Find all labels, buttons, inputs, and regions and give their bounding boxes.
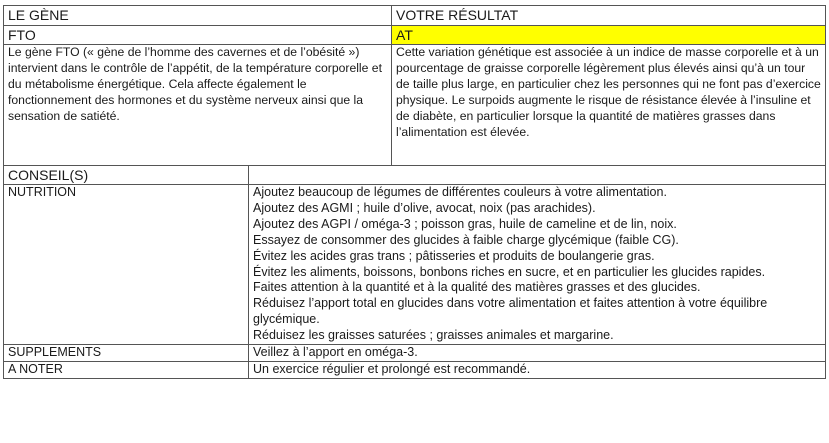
nutrition-advice-cell: [249, 185, 826, 345]
supplements-label-cell: SUPPLEMENTS: [4, 345, 249, 362]
conseils-empty-cell: [249, 166, 826, 185]
note-advice-cell: [249, 361, 826, 378]
advice-line: Réduisez les graisses saturées ; graisses animales et margarine.: [253, 328, 614, 343]
nutrition-label-cell: NUTRITION: [4, 185, 249, 345]
advice-line: Essayez de consommer des glucides à faible charge glycémique (faible CG).: [253, 232, 679, 247]
advice-line: Veillez à l’apport en oméga-3.: [253, 345, 418, 360]
advice-line: Réduisez l’apport total en glucides dans votre alimentation et faites attention à votre équilibre glycémique.: [253, 296, 768, 327]
supplements-advice-cell: [249, 345, 826, 362]
advice-line: Évitez les aliments, boissons, bonbons riches en sucre, et en particulier les glucides rapides.: [253, 264, 766, 279]
advice-line: Ajoutez des AGMI ; huile d’olive, avocat, noix (pas arachides).: [253, 200, 596, 215]
advice-line: Ajoutez des AGPI / oméga-3 ; poisson gras, huile de cameline et de lin, noix.: [253, 216, 677, 231]
result-header-cell: VOTRE RÉSULTAT: [392, 6, 826, 26]
advice-line: Un exercice régulier et prolongé est recommandé.: [253, 361, 531, 376]
result-description-cell: Cette variation génétique est associée à un indice de masse corporelle et à un pourcentage de graisse corporelle légèrement plus élevés ainsi qu’à un tour de taille plus large, en particulier chez les personnes qui ne font pas d’exercice physique. Le surpoids augmente le risque de résistance élevée à l’insuline et de diabète, en particulier lorsque la quantité de matières grasses dans l’alimentation est élevée.: [392, 45, 826, 166]
gene-header-cell: LE GÈNE: [4, 6, 392, 26]
gene-result-cell: AT: [392, 26, 826, 45]
gene-description-cell: Le gène FTO (« gène de l’homme des cavernes et de l’obésité ») intervient dans le contrôle de l’appétit, de la température corporelle et du métabolisme énergétique. Cela affecte également le fonctionnement des hormones et du système nerveux ainsi que la sensation de satiété.: [4, 45, 392, 166]
advice-line: Faites attention à la quantité et à la qualité des matières grasses et des glucides.: [253, 280, 701, 295]
gene-report-table: [3, 5, 826, 379]
advice-line: Évitez les acides gras trans ; pâtisseries et produits de boulangerie gras.: [253, 248, 655, 263]
gene-name-cell: FTO: [4, 26, 392, 45]
advice-line: Ajoutez beaucoup de légumes de différentes couleurs à votre alimentation.: [253, 185, 667, 199]
conseils-title-cell: CONSEIL(S): [4, 166, 249, 185]
note-label-cell: A NOTER: [4, 361, 249, 378]
